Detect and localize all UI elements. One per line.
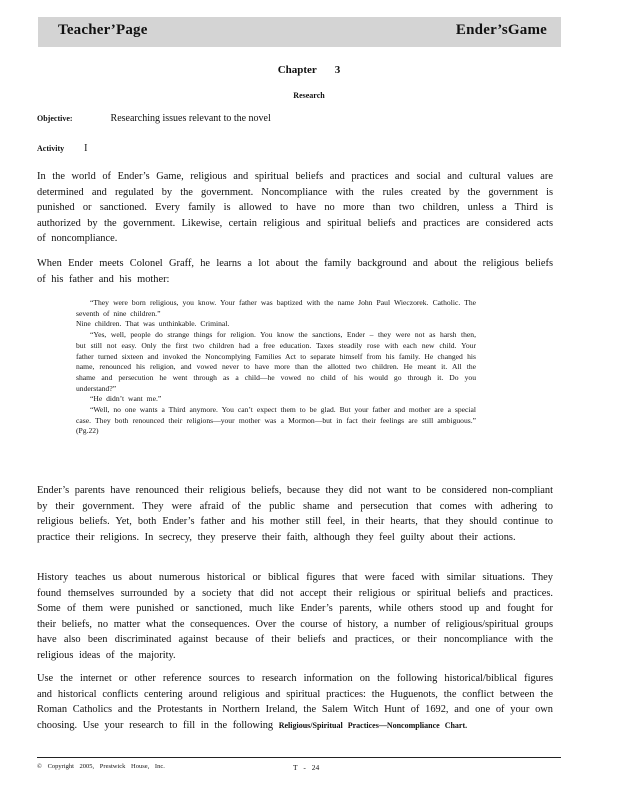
assignment-text: Use the internet or other reference sources to research information on the following historical/biblical figures and historical conflicts centering around religious and spiritual practices: the Huguenots, the conflict between the Roman Catholics and the Protestants in Northern Ireland, the Salem Witch Hunt of 1692, and one of your own choosing. Use your research to fill in the following [37, 673, 553, 731]
chapter-number: 3 [334, 64, 341, 76]
footer-divider [37, 757, 561, 758]
objective-label: Objective: [37, 114, 73, 123]
header-book-title: Ender’sGame [455, 22, 547, 38]
objective [37, 113, 271, 124]
chart-reference: Religious/Spiritual Practices—Noncompliance Chart. [278, 720, 468, 730]
paragraph-graff: When Ender meets Colonel Graff, he learns a lot about the family background and about the religious beliefs of his father and his mother: [37, 258, 553, 285]
quote-line: “Well, no one wants a Third anymore. You can’t expect them to be glad. But your father and mother are a special case. They both renounced their religions—your mother was a Mormon—but in fact their feelings are still ambiguous.” (Pg.22) [76, 405, 476, 436]
objective-text: Researching issues relevant to the novel [110, 113, 271, 124]
header-bar [38, 17, 561, 47]
paragraph-intro: In the world of Ender’s Game, religious and spiritual beliefs and practices and social and cultural values are determined and regulated by the government. Noncompliance with the rules created by the government is punished or sanctioned. Every family is allowed to have no more than two children, unless a Third is authorized by the government. Likewise, certain religious and spiritual beliefs and practices are considered acts of noncompliance. [37, 171, 553, 244]
activity [37, 143, 87, 154]
footer-copyright: © Copyright 2005, Prestwick House, Inc. [37, 763, 165, 770]
activity-label: Activity [37, 144, 65, 153]
header-teacher-page: Teacher’Page [58, 22, 148, 38]
paragraph-parents: Ender’s parents have renounced their religious beliefs, because they did not want to be considered non-compliant by their government. They were afraid of the public shame and persecution that comes with adhering to religious beliefs. Yet, both Ender’s father and his mother still feel, in their hearts, that they should continue to practice their religions. In secrecy, they preserve their faith, although they feel guilty about their actions. [37, 485, 553, 543]
quote-line: “They were born religious, you know. Your father was baptized with the name John Paul Wieczorek. Catholic. The seventh of nine children.” [76, 298, 476, 318]
quote-line: Nine children. That was unthinkable. Criminal. [76, 319, 230, 329]
quote-line: “Yes, well, people do strange things for religion. You know the sanctions, Ender – they were not as harsh then, but still not easy. Only the first two children had a free education. Taxes steadily rose with each new child. Your father turned sixteen and invoked the Noncomplying Families Act to separate himself from his family. He changed his name, renounced his religion, and vowed never to have more than the allotted two children. He meant it. All the shame and persecution he went through as a child—he vowed no child of his would go through it. Do you understand?” [76, 330, 476, 393]
chapter-label: Chapter [277, 64, 317, 76]
chapter-heading [0, 64, 618, 76]
block-quote [76, 298, 476, 437]
activity-number: I [84, 143, 88, 154]
quote-line: “He didn’t want me.” [90, 394, 162, 404]
paragraph-history: History teaches us about numerous historical or biblical figures that were faced with similar situations. They found themselves surrounded by a society that did not accept their religious or spiritual beliefs and practices. Some of them were punished or sanctioned, much like Ender’s parents, while others stood up and fought for their beliefs, no matter what the consequences. Over the course of history, a number of religious/spiritual groups have also been discriminated against because of their beliefs and practices, or their noncompliance with the religious ideas of the majority. [37, 572, 553, 661]
paragraph-assignment [37, 671, 553, 733]
footer-page-number: T - 24 [293, 763, 320, 772]
section-title: Research [293, 91, 325, 100]
